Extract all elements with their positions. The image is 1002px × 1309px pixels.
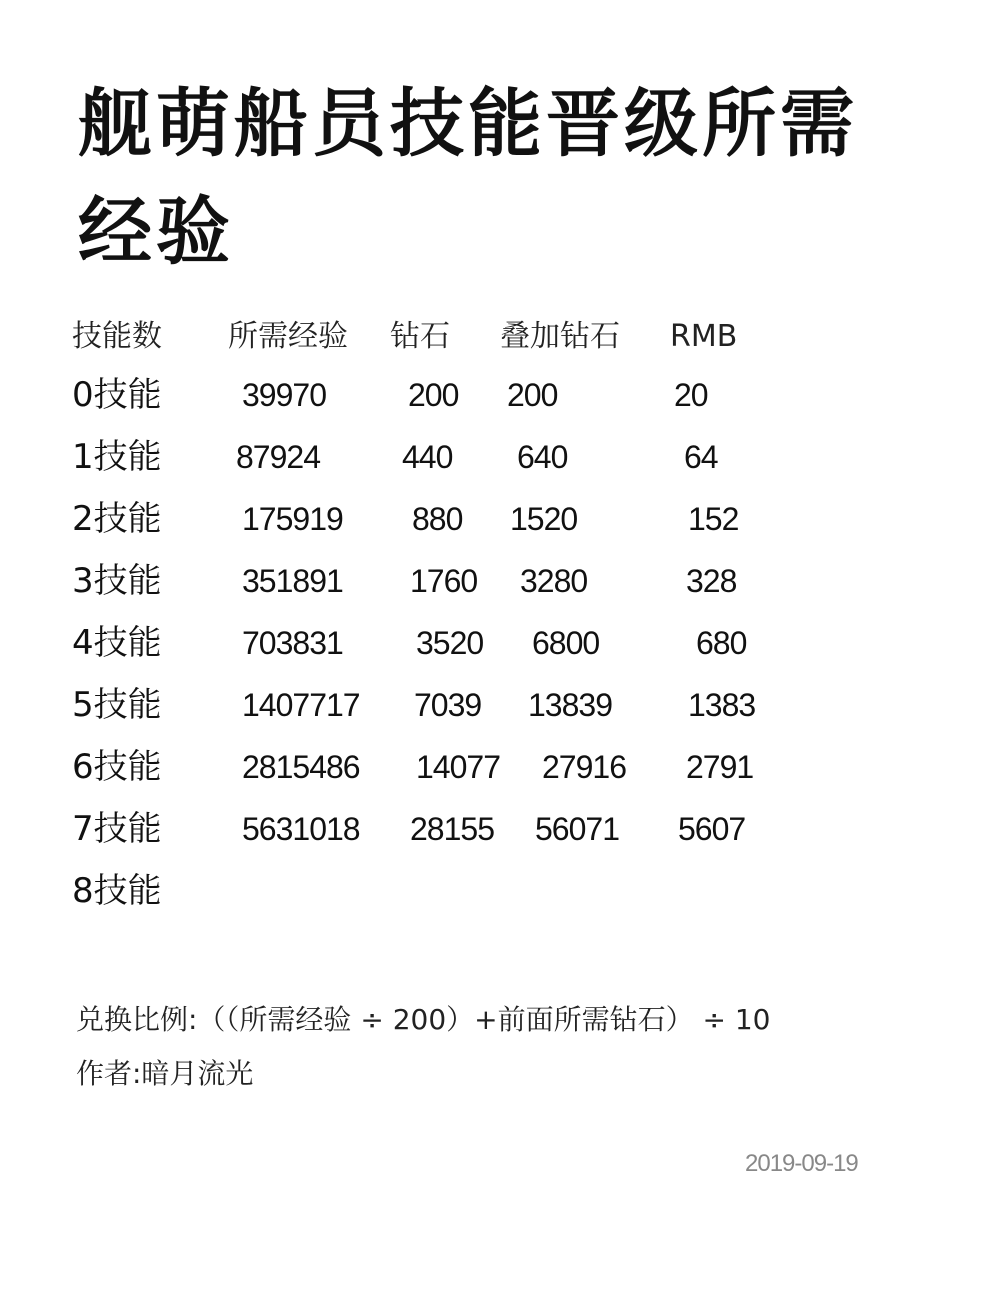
row-exp: 703831 bbox=[242, 625, 343, 661]
row-rmb: 680 bbox=[696, 625, 747, 661]
row-label: 7技能 bbox=[72, 809, 162, 849]
row-cumulative: 1520 bbox=[510, 501, 578, 537]
row-exp: 351891 bbox=[242, 563, 343, 599]
row-label: 8技能 bbox=[72, 871, 162, 911]
row-cumulative: 27916 bbox=[542, 749, 626, 785]
row-label: 3技能 bbox=[72, 561, 162, 601]
row-diamond: 1760 bbox=[410, 563, 478, 599]
date-stamp: 2019-09-19 bbox=[745, 1150, 858, 1177]
row-cumulative: 3280 bbox=[520, 563, 588, 599]
header-rmb: RMB bbox=[670, 319, 738, 354]
row-label: 0技能 bbox=[72, 375, 162, 415]
row-cumulative: 640 bbox=[517, 439, 568, 475]
row-label: 1技能 bbox=[72, 437, 162, 477]
table-row bbox=[0, 866, 1002, 916]
row-exp: 39970 bbox=[242, 377, 326, 413]
table-row bbox=[0, 494, 1002, 544]
row-diamond: 3520 bbox=[416, 625, 484, 661]
row-label: 5技能 bbox=[72, 685, 162, 725]
row-rmb: 328 bbox=[686, 563, 737, 599]
table-row bbox=[0, 618, 1002, 668]
row-exp: 175919 bbox=[242, 501, 343, 537]
row-label: 4技能 bbox=[72, 623, 162, 663]
table-row bbox=[0, 804, 1002, 854]
row-exp: 87924 bbox=[236, 439, 320, 475]
table-row bbox=[0, 680, 1002, 730]
row-label: 2技能 bbox=[72, 499, 162, 539]
row-diamond: 880 bbox=[412, 501, 463, 537]
table-row bbox=[0, 556, 1002, 606]
row-label: 6技能 bbox=[72, 747, 162, 787]
row-rmb: 152 bbox=[688, 501, 739, 537]
exchange-formula: 兑换比例:（（所需经验 ÷ 200）+前面所需钻石） ÷ 10 bbox=[76, 1003, 771, 1036]
row-rmb: 2791 bbox=[686, 749, 754, 785]
row-diamond: 28155 bbox=[410, 811, 494, 847]
row-exp: 5631018 bbox=[242, 811, 360, 847]
header-cumulative-diamond: 叠加钻石 bbox=[500, 319, 620, 354]
table-row bbox=[0, 370, 1002, 420]
row-diamond: 7039 bbox=[414, 687, 482, 723]
header-skill-count: 技能数 bbox=[72, 319, 162, 354]
row-diamond: 440 bbox=[402, 439, 453, 475]
row-exp: 1407717 bbox=[242, 687, 360, 723]
row-cumulative: 6800 bbox=[532, 625, 600, 661]
header-diamond: 钻石 bbox=[390, 319, 450, 354]
header-required-exp: 所需经验 bbox=[228, 319, 348, 354]
page-title: 舰萌船员技能晋级所需经验 bbox=[78, 81, 858, 275]
table-row bbox=[0, 432, 1002, 482]
row-cumulative: 13839 bbox=[528, 687, 612, 723]
row-exp: 2815486 bbox=[242, 749, 360, 785]
row-cumulative: 200 bbox=[507, 377, 558, 413]
row-diamond: 14077 bbox=[416, 749, 500, 785]
row-cumulative: 56071 bbox=[535, 811, 619, 847]
row-rmb: 20 bbox=[674, 377, 708, 413]
table-header bbox=[0, 312, 1002, 362]
author-credit: 作者:暗月流光 bbox=[76, 1057, 254, 1090]
row-rmb: 64 bbox=[684, 439, 718, 475]
row-rmb: 5607 bbox=[678, 811, 746, 847]
table-row bbox=[0, 742, 1002, 792]
row-rmb: 1383 bbox=[688, 687, 756, 723]
row-diamond: 200 bbox=[408, 377, 459, 413]
